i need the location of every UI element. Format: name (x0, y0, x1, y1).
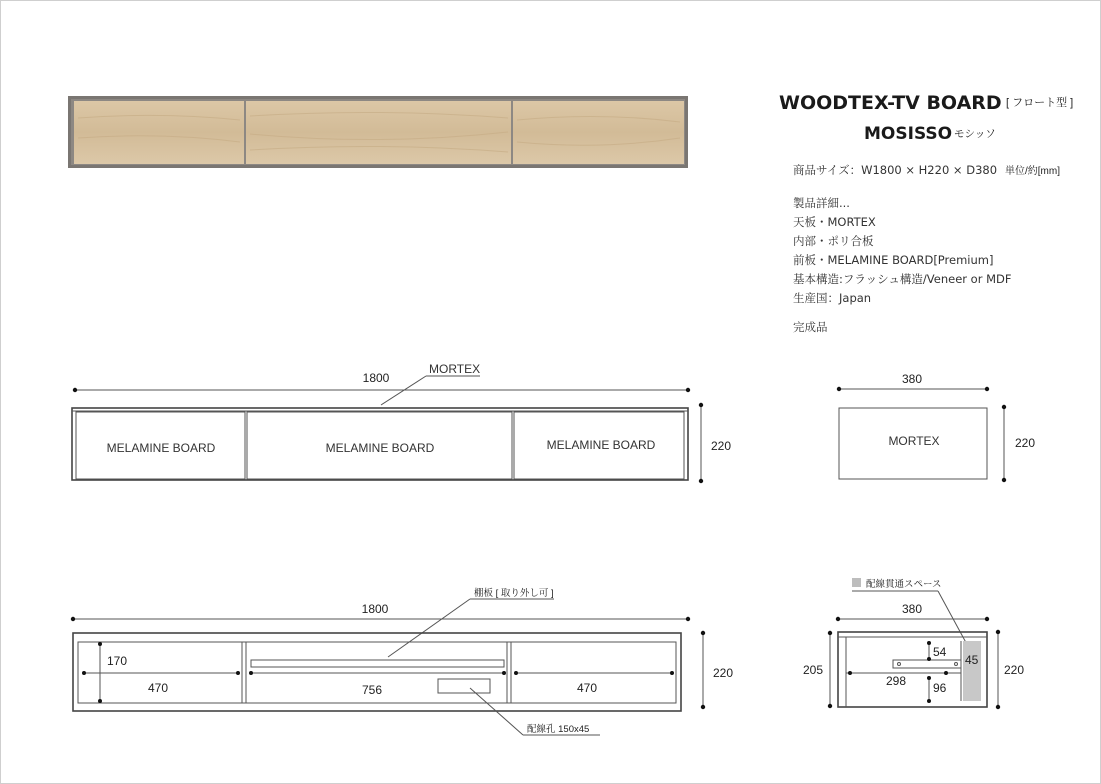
section-outer-height-label: 220 (1004, 663, 1025, 677)
side-depth-label: 380 (901, 372, 923, 386)
front-panel-label: MELAMINE BOARD (106, 441, 216, 455)
interior-height-label: 220 (713, 666, 734, 680)
front-height-label: 220 (711, 439, 732, 453)
side-top-label: MORTEX (888, 434, 940, 448)
product-drawer-right (513, 101, 684, 164)
product-drawer-center (246, 101, 511, 164)
spec-unit: 単位/約[mm] (1005, 166, 1060, 177)
cable-space-legend: 配線貫通スペース (866, 579, 942, 590)
product-image (68, 96, 688, 168)
section-top-gap-label: 54 (933, 645, 947, 659)
spec-details-heading: 製品詳細... (793, 196, 850, 210)
spec-line: 天板・MORTEX (793, 215, 876, 229)
left-inner-height-label: 170 (107, 654, 128, 668)
spec-line: 生産国：Japan (793, 291, 872, 305)
center-width-label: 756 (361, 683, 383, 697)
side-height-label: 220 (1015, 436, 1036, 450)
section-inner-height-label: 205 (803, 663, 824, 677)
spec-line: 前板・MELAMINE BOARD[Premium] (793, 253, 994, 267)
front-panel-label: MELAMINE BOARD (325, 441, 435, 455)
shelf-callout: 棚板 [ 取り外し可 ] (474, 588, 554, 599)
spec-finished: 完成品 (793, 320, 828, 334)
product-subtitle: MOSISSO (864, 124, 953, 144)
front-panel-label: MELAMINE BOARD (546, 438, 656, 452)
spec-line: 内部・ポリ合板 (793, 234, 874, 248)
product-title: WOODTEX-TV BOARD (779, 92, 1002, 114)
front-mortex-callout: MORTEX (429, 362, 481, 376)
interior-width-label: 1800 (361, 602, 389, 616)
spec-line: 基本構造:フラッシュ構造/Veneer or MDF (793, 272, 1012, 286)
cable-space-legend-swatch (852, 578, 861, 587)
section-depth-label: 380 (901, 602, 923, 616)
product-drawer-left (74, 101, 244, 164)
cable-hole-callout: 配線孔 150x45 (527, 724, 590, 735)
front-width-label: 1800 (362, 371, 390, 385)
left-width-label: 470 (147, 681, 169, 695)
section-space-width-label: 45 (965, 653, 979, 667)
section-shelf-depth-label: 298 (885, 674, 907, 688)
product-type: [ フロート型 ] (1006, 97, 1074, 109)
product-subtitle-kana: モシッソ (954, 128, 996, 140)
section-bottom-gap-label: 96 (933, 681, 947, 695)
spec-size: 商品サイズ：W1800 × H220 × D380 (793, 163, 998, 177)
right-width-label: 470 (576, 681, 598, 695)
cable-space (963, 641, 981, 701)
